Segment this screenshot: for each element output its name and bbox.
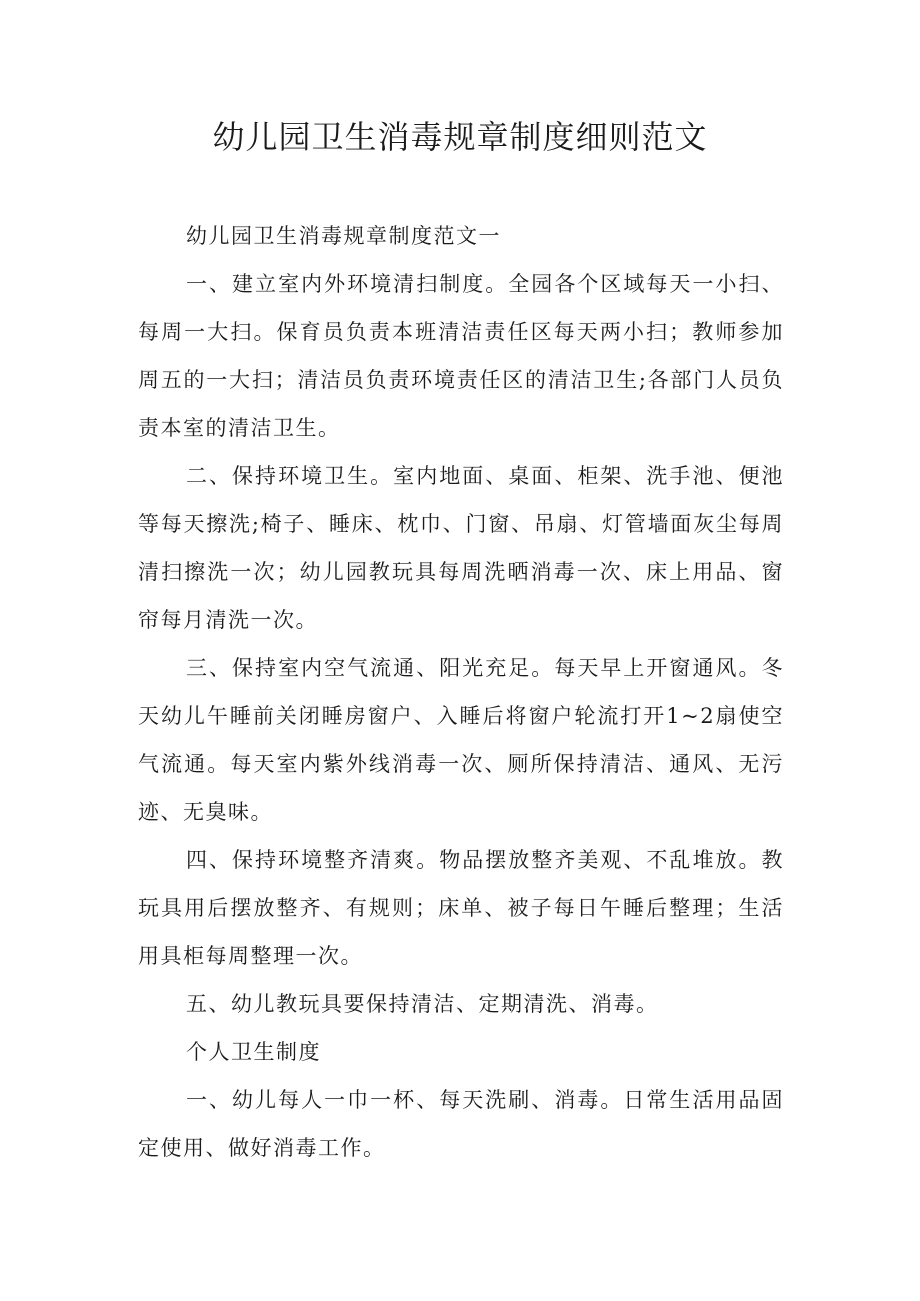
document-title: 幼儿园卫生消毒规章制度细则范文: [212, 118, 708, 156]
subsection-heading: 个人卫生制度: [186, 1040, 321, 1064]
paragraph-environment-hygiene: 二、保持环境卫生。室内地面、桌面、柜架、洗手池、便池等每天擦洗;椅子、睡床、枕巾、门窗、吊扇、灯管墙面灰尘每周清扫擦洗一次；幼儿园教玩具每周洗晒消毒一次、床上用品、窗帘每月清洗一次。: [138, 464, 784, 632]
paragraph-toys-cleaning: 五、幼儿教玩具要保持清洁、定期清洗、消毒。: [186, 992, 659, 1016]
document-body: [138, 212, 784, 1172]
paragraph-air-circulation: 三、保持室内空气流通、阳光充足。每天早上开窗通风。冬天幼儿午睡前关闭睡房窗户、入睡后将窗户轮流打开1~2扇使空气流通。每天室内紫外线消毒一次、厕所保持清洁、通风、无污迹、无臭味。: [138, 656, 784, 824]
paragraph-cleaning-system: 一、建立室内外环境清扫制度。全园各个区域每天一小扫、每周一大扫。保育员负责本班清洁责任区每天两小扫；教师参加周五的一大扫；清洁员负责环境责任区的清洁卫生;各部门人员负责本室的清洁卫生。: [138, 272, 784, 440]
section-heading: 幼儿园卫生消毒规章制度范文一: [186, 224, 501, 248]
paragraph-personal-hygiene: 一、幼儿每人一巾一杯、每天洗刷、消毒。日常生活用品固定使用、做好消毒工作。: [138, 1088, 784, 1160]
paragraph-tidiness: 四、保持环境整齐清爽。物品摆放整齐美观、不乱堆放。教玩具用后摆放整齐、有规则；床单、被子每日午睡后整理；生活用具柜每周整理一次。: [138, 848, 784, 968]
